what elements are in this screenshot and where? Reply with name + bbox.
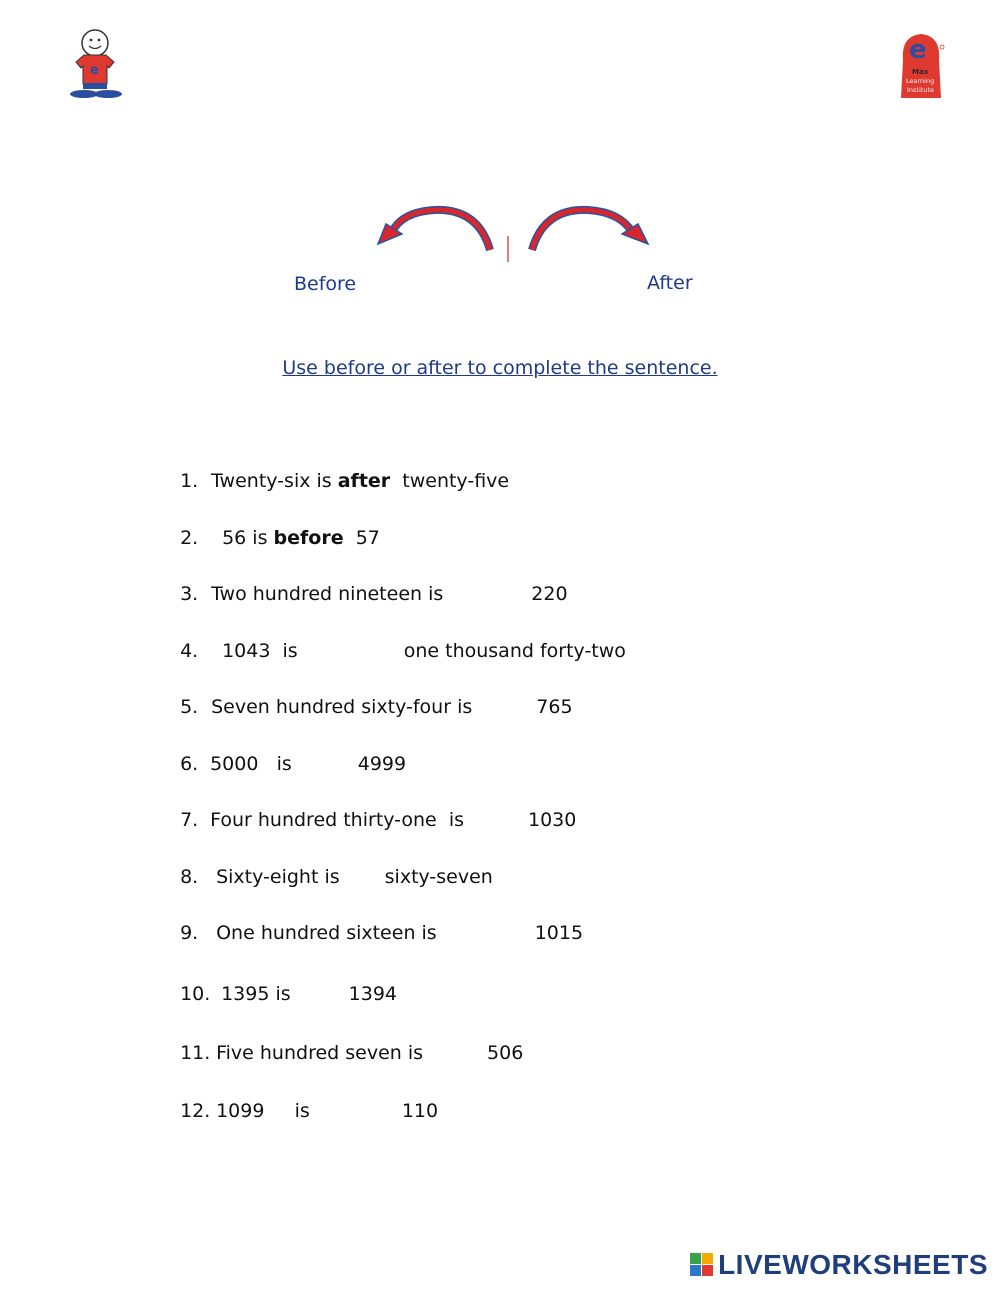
question-5: 5. Seven hundred sixty-four is 765 bbox=[180, 696, 573, 718]
liveworksheets-blocks-icon bbox=[690, 1253, 714, 1277]
cartoon-kid-icon bbox=[62, 28, 132, 100]
svg-text:Max: Max bbox=[912, 68, 929, 76]
question-8: 8. Sixty-eight is sixty-seven bbox=[180, 866, 493, 888]
question-1: 1. Twenty-six is after twenty-five bbox=[180, 470, 510, 492]
before-after-arrows bbox=[370, 200, 660, 270]
before-arrow-icon bbox=[378, 210, 490, 250]
svg-text:e: e bbox=[909, 35, 927, 65]
after-arrow-icon bbox=[532, 210, 648, 250]
question-3: 3. Two hundred nineteen is 220 bbox=[180, 583, 568, 605]
question-4: 4. 1043 is one thousand forty-two bbox=[180, 640, 626, 662]
liveworksheets-brand[interactable] bbox=[690, 1250, 988, 1280]
answer-field-2[interactable]: before bbox=[273, 527, 344, 549]
question-12: 12. 1099 is 110 bbox=[180, 1100, 439, 1122]
question-2: 2. 56 is before 57 bbox=[180, 527, 380, 549]
question-6: 6. 5000 is 4999 bbox=[180, 753, 407, 775]
question-10: 10. 1395 is 1394 bbox=[180, 983, 398, 1005]
svg-text:Learning: Learning bbox=[906, 77, 935, 85]
brand-text: LIVEWORKSHEETS bbox=[718, 1249, 988, 1280]
question-9: 9. One hundred sixteen is 1015 bbox=[180, 922, 584, 944]
svg-text:Institute: Institute bbox=[907, 86, 934, 94]
after-label: After bbox=[647, 272, 693, 294]
question-7: 7. Four hundred thirty-one is 1030 bbox=[180, 809, 577, 831]
answer-field-1[interactable]: after bbox=[337, 470, 391, 492]
svg-text:e: e bbox=[90, 63, 99, 78]
emax-logo bbox=[893, 30, 949, 100]
before-label: Before bbox=[294, 273, 357, 295]
instruction-text: Use before or after to complete the sentence. bbox=[282, 357, 718, 379]
question-11: 11. Five hundred seven is 506 bbox=[180, 1042, 524, 1064]
